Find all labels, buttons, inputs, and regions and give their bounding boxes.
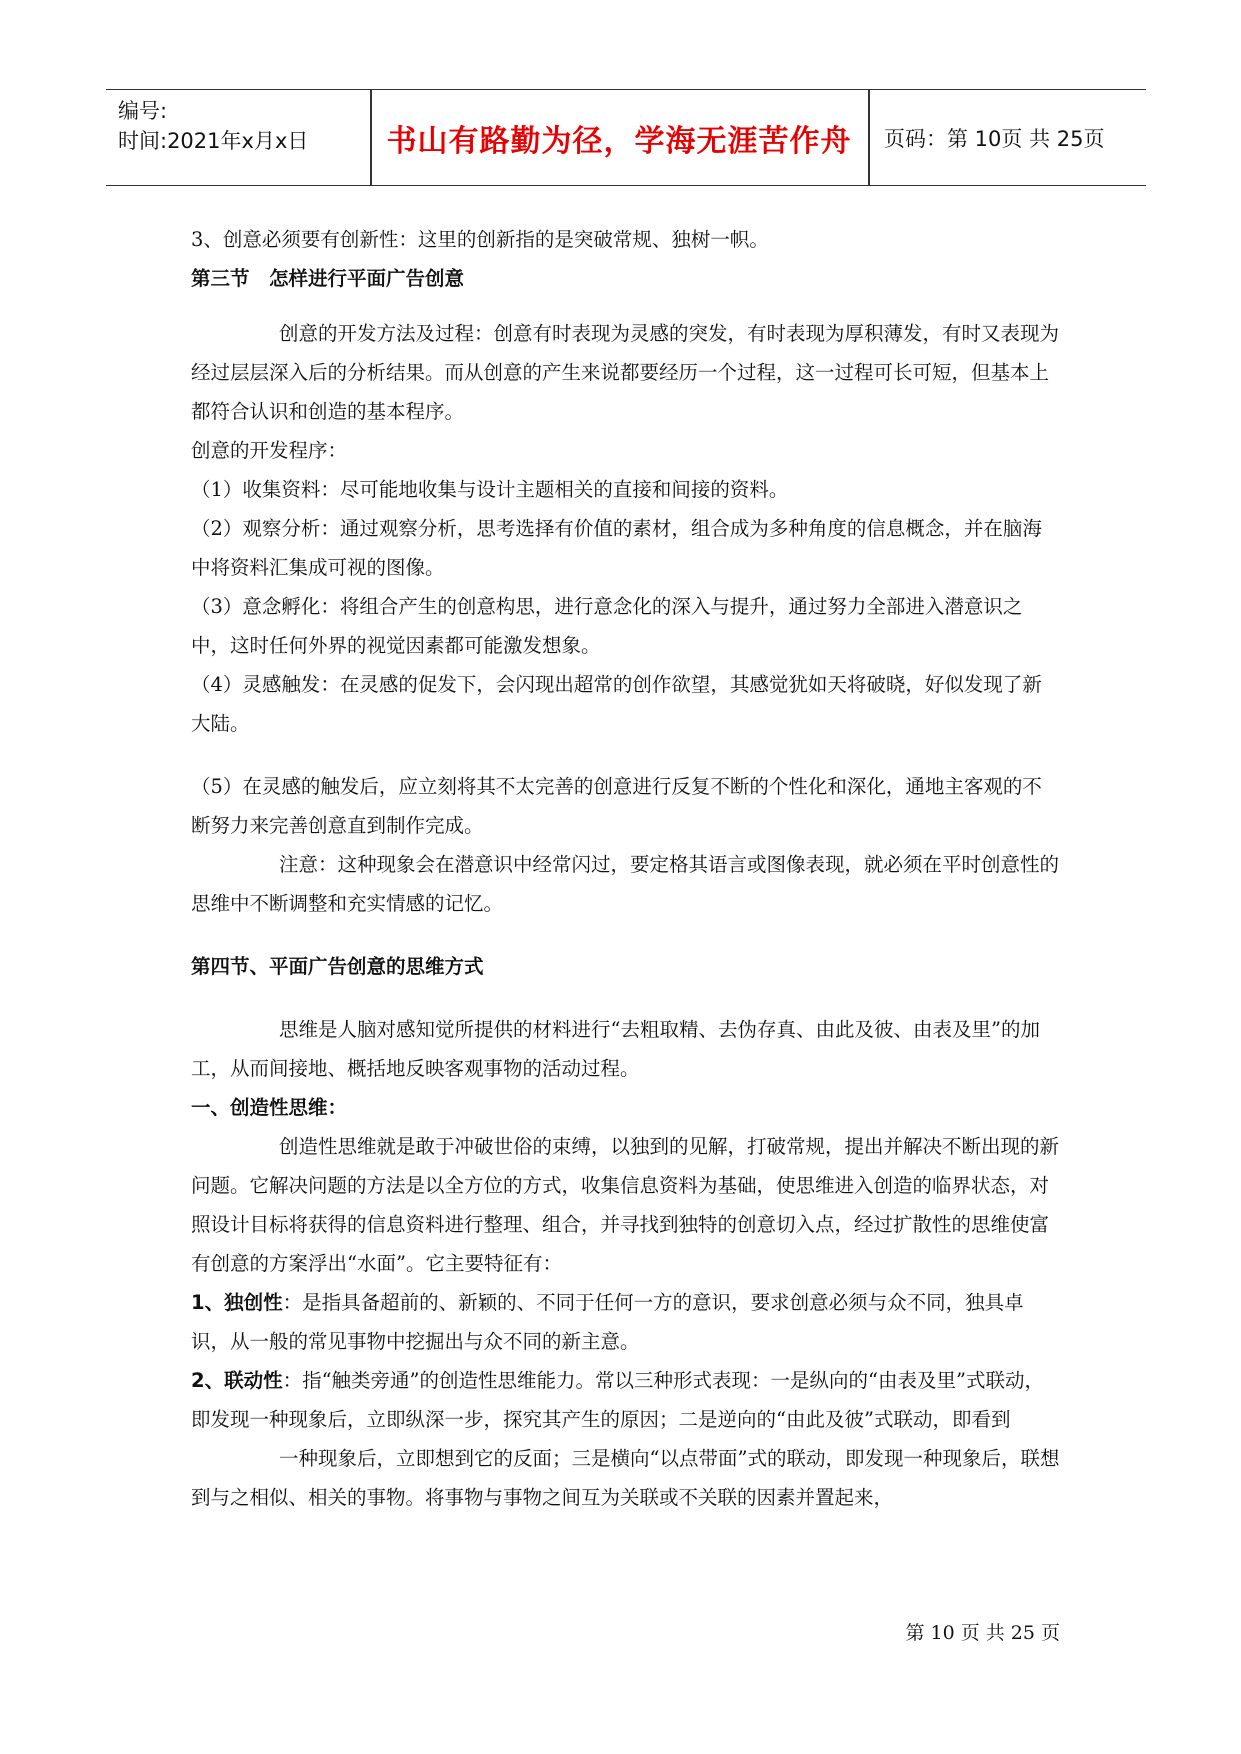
section-heading: 第四节、平面广告创意的思维方式	[191, 955, 484, 978]
list-item: （3）意念孵化：将组合产生的创意构思，进行意念化的深入与提升，通过努力全部进入潜意识之中，这时任何外界的视觉因素都可能激发想象。	[191, 595, 1023, 657]
paragraph: 3、创意必须要有创新性：这里的创新指的是突破常规、独树一帜。	[191, 228, 769, 251]
page-header	[106, 89, 1146, 186]
page-footer: 第 10 页 共 25 页	[905, 1622, 1060, 1644]
header-page-code: 页码：第 10页 共 25页	[884, 126, 1105, 151]
document-body	[191, 220, 1061, 1517]
paragraph: 创意的开发方法及过程：创意有时表现为灵感的突发，有时表现为厚积薄发，有时又表现为经过层层深入后的分析结果。而从创意的产生来说都要经历一个过程，这一过程可长可短，但基本上都符合认识和创造的基本程序。	[191, 322, 1060, 423]
feature-text: ：是指具备超前的、新颖的、不同于任何一方的意识，要求创意必须与众不同，独具卓识，从一般的常见事物中挖掘出与众不同的新主意。	[191, 1291, 1024, 1353]
number-label: 编号:	[118, 99, 168, 123]
header-divider-right	[868, 90, 870, 185]
list-item: （5）在灵感的触发后，应立刻将其不太完善的创意进行反复不断的个性化和深化，通地主客观的不断努力来完善创意直到制作完成。	[191, 775, 1042, 837]
feature-text: ：指“触类旁通”的创造性思维能力。常以三种形式表现：一是纵向的“由表及里”式联动，即发现一种现象后，立即纵深一步，探究其产生的原因；二是逆向的“由此及彼”式联动，即看到	[191, 1369, 1044, 1431]
subsection-heading: 一、创造性思维：	[191, 1096, 348, 1119]
feature-label: 1、独创性	[191, 1291, 283, 1314]
paragraph: 一种现象后，立即想到它的反面；三是横向“以点带面”式的联动，即发现一种现象后，联想到与之相似、相关的事物。将事物与事物之间互为关联或不关联的因素并置起来，	[191, 1447, 1060, 1509]
paragraph: 创造性思维就是敢于冲破世俗的束缚，以独到的见解，打破常规，提出并解决不断出现的新问题。它解决问题的方法是以全方位的方式，收集信息资料为基础，使思维进入创造的临界状态，对照设计目标将获得的信息资料进行整理、组合，并寻找到独特的创意切入点，经过扩散性的思维使富有创意的方案浮出“水面”。它主要特征有：	[191, 1135, 1060, 1275]
header-meta	[118, 96, 376, 156]
feature-paragraph	[191, 1361, 1061, 1439]
feature-label: 2、联动性	[191, 1369, 283, 1392]
list-item: （1）收集资料：尽可能地收集与设计主题相关的直接和间接的资料。	[191, 478, 789, 501]
list-item: （4）灵感触发：在灵感的促发下，会闪现出超常的创作欲望，其感觉犹如天将破晓，好似发现了新大陆。	[191, 673, 1042, 735]
note-paragraph: 注意：这种现象会在潜意识中经常闪过，要定格其语言或图像表现，就必须在平时创意性的思维中不断调整和充实情感的记忆。	[191, 853, 1060, 915]
feature-paragraph	[191, 1283, 1061, 1361]
paragraph: 思维是人脑对感知觉所提供的材料进行“去粗取精、去伪存真、由此及彼、由表及里”的加工，从而间接地、概括地反映客观事物的活动过程。	[191, 1018, 1040, 1080]
list-item: （2）观察分析：通过观察分析，思考选择有价值的素材，组合成为多种角度的信息概念，并在脑海中将资料汇集成可视的图像。	[191, 517, 1042, 579]
section-heading: 第三节 怎样进行平面广告创意	[191, 267, 465, 290]
paragraph: 创意的开发程序：	[191, 439, 348, 462]
time-label: 时间:2021年x月x日	[118, 129, 309, 153]
header-motto: 书山有路勤为径，学海无涯苦作舟	[386, 123, 852, 159]
